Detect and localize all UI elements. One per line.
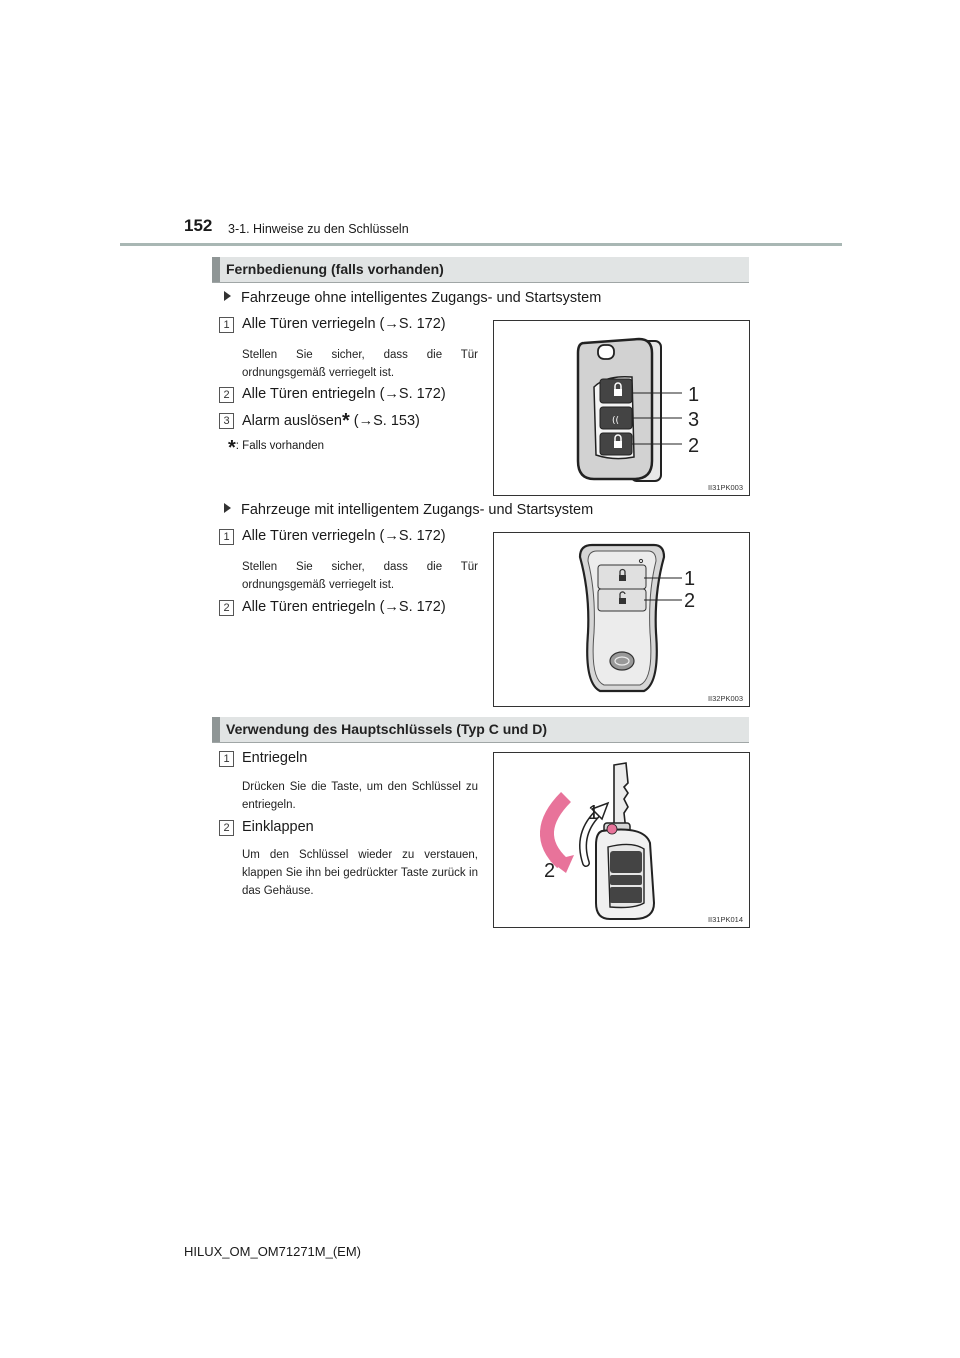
figure-master-key-folding: [493, 752, 750, 928]
item-number: 2: [219, 820, 234, 836]
asterisk-mark: *: [228, 437, 236, 459]
flip-key-illustration: [494, 321, 749, 495]
figure-code: II31PK014: [707, 915, 743, 924]
item-number: 2: [219, 387, 234, 403]
callout-label: 1: [588, 802, 600, 824]
item-description: Drücken Sie die Taste, um den Schlüssel zu entriegeln.: [242, 781, 478, 811]
item-unlock-all: Alle Türen entriegeln (→S. 172): [242, 599, 446, 615]
item-number: 3: [219, 413, 234, 429]
callout-label: 3: [688, 409, 700, 431]
item-description: Um den Schlüssel wieder zu verstauen, klappen Sie ihn bei gedrückter Taste zurück in das Gehäuse.: [242, 849, 478, 897]
section-title: Fernbedienung (falls vorhanden): [226, 261, 444, 277]
item-unlock-all: Alle Türen entriegeln (→S. 172): [242, 386, 446, 402]
subheading-without-smart-key: [224, 290, 601, 306]
item-lock-all: Alle Türen verriegeln (→S. 172): [242, 316, 446, 332]
footnote-text: : Falls vorhanden: [235, 440, 325, 452]
section-marker: [212, 257, 220, 282]
figure-code: II31PK003: [707, 483, 743, 492]
asterisk-mark: *: [341, 410, 350, 432]
section-heading-master-key: [212, 717, 749, 743]
section-marker: [212, 717, 220, 742]
item-description: Stellen Sie sicher, dass die Tür ordnungsgemäß verriegelt ist.: [242, 561, 478, 591]
subheading-text: Fahrzeuge mit intelligentem Zugangs- und Startsystem: [241, 502, 594, 518]
page-number: 152: [184, 216, 213, 235]
document-id: HILUX_OM_OM71271M_(EM): [184, 1244, 361, 1259]
item-number: 2: [219, 600, 234, 616]
item-unlock: Entriegeln: [242, 750, 308, 766]
item-number: 1: [219, 751, 234, 767]
item-alarm: [242, 410, 420, 433]
section-title: Verwendung des Hauptschlüssels (Typ C und D): [226, 721, 548, 737]
svg-text:((: ((: [612, 416, 620, 426]
chapter-title: 3-1. Hinweise zu den Schlüsseln: [228, 222, 409, 236]
subheading-with-smart-key: [224, 502, 593, 518]
bullet-triangle-icon: [224, 291, 231, 301]
section-heading-remote: [212, 257, 749, 283]
header-divider: [120, 243, 842, 246]
item-page-ref: (→S. 153): [349, 413, 420, 429]
callout-label: 1: [684, 568, 696, 590]
callout-label: 2: [688, 435, 700, 457]
item-number: 1: [219, 317, 234, 333]
figure-code: II32PK003: [707, 694, 743, 703]
subheading-text: Fahrzeuge ohne intelligentes Zugangs- und Startsystem: [241, 290, 602, 306]
item-lock-all: Alle Türen verriegeln (→S. 172): [242, 528, 446, 544]
item-fold: Einklappen: [242, 819, 314, 835]
callout-label: 1: [688, 384, 700, 406]
callout-label: 2: [544, 860, 556, 882]
callout-label: 2: [684, 590, 696, 612]
master-key-illustration: [494, 753, 749, 927]
bullet-triangle-icon: [224, 503, 231, 513]
smart-key-illustration: [494, 533, 749, 706]
item-label: Alarm auslösen: [242, 413, 342, 429]
item-description: Stellen Sie sicher, dass die Tür ordnungsgemäß verriegelt ist.: [242, 349, 478, 379]
figure-remote-key-flip: [493, 320, 750, 496]
figure-smart-key: [493, 532, 750, 707]
footnote: [228, 437, 324, 460]
item-number: 1: [219, 529, 234, 545]
